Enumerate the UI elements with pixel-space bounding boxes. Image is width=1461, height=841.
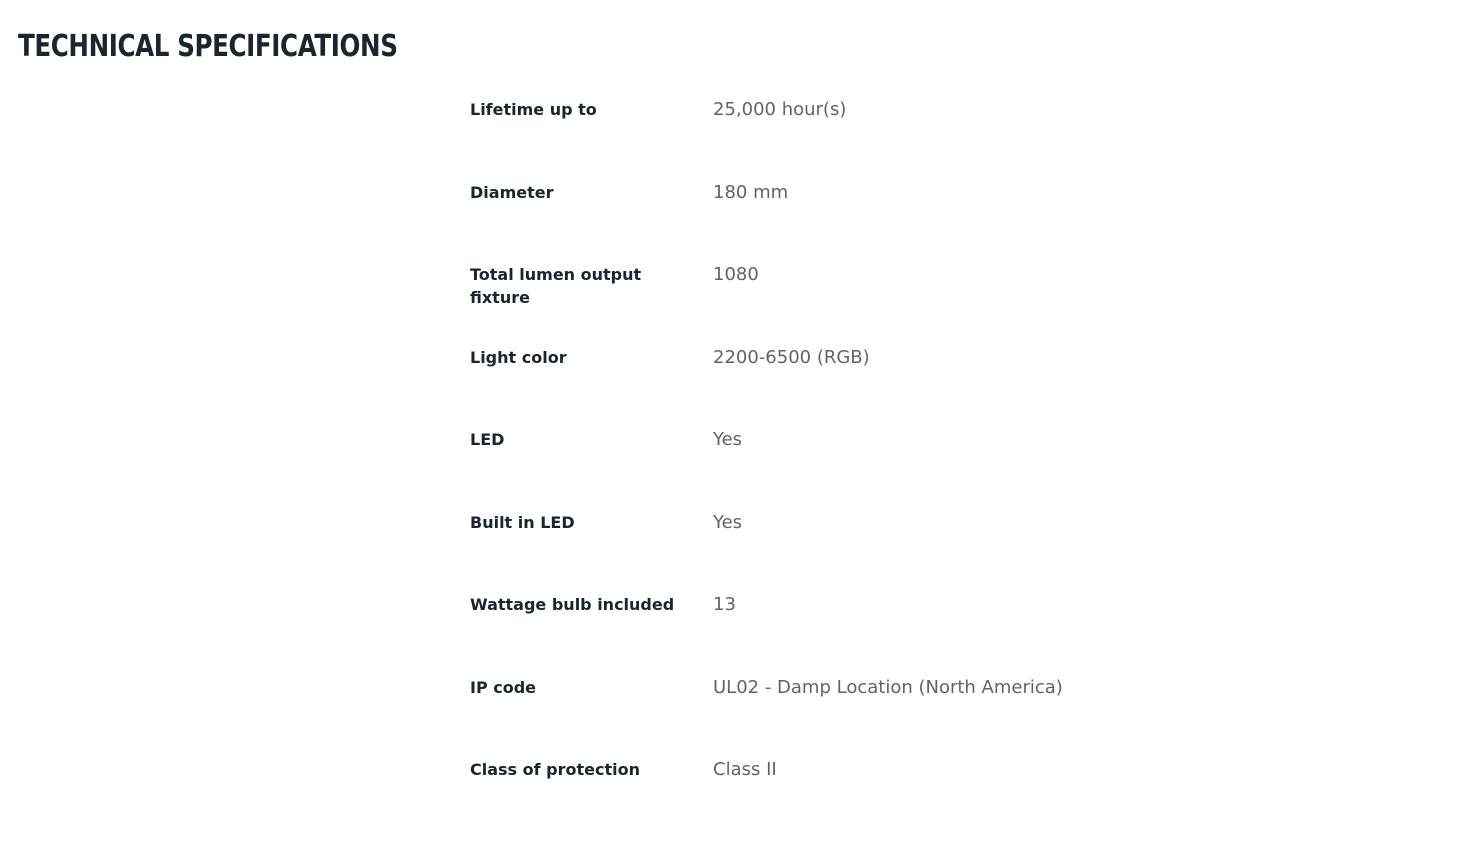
spec-value: Yes xyxy=(713,429,743,450)
page-title: TECHNICAL SPECIFICATIONS xyxy=(18,29,398,64)
spec-label: Lifetime up to xyxy=(470,100,597,119)
spec-label: Light color xyxy=(470,347,567,367)
spec-label: Wattage bulb included xyxy=(470,595,675,614)
spec-row-light-color xyxy=(470,346,1230,429)
spec-label: Class of protection xyxy=(470,760,640,779)
spec-value: 180 mm xyxy=(713,181,789,203)
spec-table xyxy=(470,98,1230,841)
spec-row-led xyxy=(470,428,1230,511)
spec-label: Built in LED xyxy=(470,512,575,532)
spec-row-built-in-led xyxy=(470,511,1230,594)
spec-label: Diameter xyxy=(470,182,554,202)
spec-value: Class II xyxy=(713,759,777,780)
spec-value: UL02 - Damp Location (North America) xyxy=(713,676,1063,698)
spec-label: Total lumen output fixture xyxy=(470,265,642,307)
spec-label: LED xyxy=(470,430,505,449)
spec-value: Yes xyxy=(713,511,743,533)
spec-row-lifetime xyxy=(470,98,1230,181)
spec-row-protection-class xyxy=(470,758,1230,841)
spec-row-wattage xyxy=(470,593,1230,676)
spec-value: 13 xyxy=(713,594,736,615)
spec-value: 2200-6500 (RGB) xyxy=(713,346,870,368)
spec-row-ip-code xyxy=(470,676,1230,759)
spec-value: 1080 xyxy=(713,264,759,285)
spec-row-diameter xyxy=(470,181,1230,264)
spec-label: IP code xyxy=(470,677,537,697)
spec-row-lumen-output xyxy=(470,263,1230,346)
spec-value: 25,000 hour(s) xyxy=(713,99,847,120)
